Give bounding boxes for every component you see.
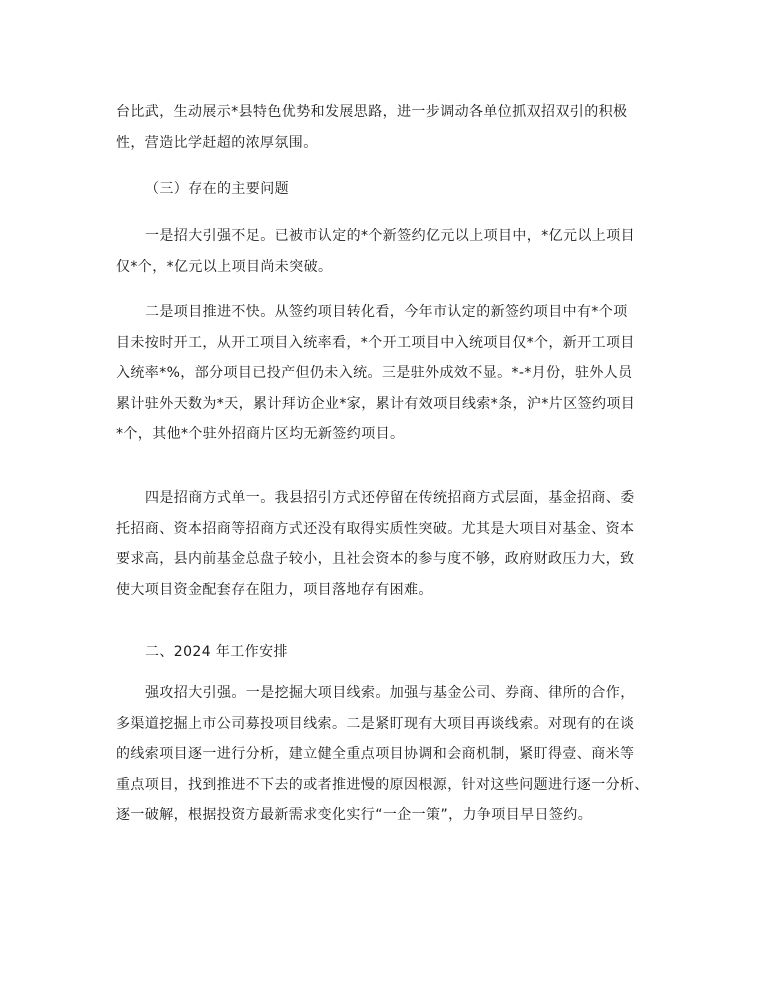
paragraph-problem-four — [116, 483, 661, 605]
text-line: 目未按时开工，从开工项目入统率看，*个开工项目中入统项目仅*个，新开工项目 — [116, 334, 635, 351]
text-line: 二是项目推进不快。从签约项目转化看，今年市认定的新签约项目中有*个项 — [145, 304, 628, 320]
text-line: *个，其他*个驻外招商片区均无新签约项目。 — [116, 426, 405, 442]
text-line: 重点项目，找到推进不下去的或者推进慢的原因根源，针对这些问题进行逐一分析、 — [116, 776, 649, 793]
text-line: 四是招商方式单一。我县招引方式还停留在传统招商方式层面，基金招商、委 — [145, 490, 635, 506]
text-line: 多渠道挖掘上市公司募投项目线索。二是紧盯现有大项目再谈线索。对现有的在谈 — [116, 715, 635, 732]
paragraph-intro-continuation — [116, 97, 661, 158]
paragraph-plan-one — [116, 678, 661, 831]
paragraph-problem-one — [116, 221, 661, 282]
paragraph-problem-two — [116, 297, 661, 450]
text-line: 台比武，生动展示*县特色优势和发展思路，进一步调动各单位抓双招双引的积极 — [116, 104, 628, 120]
section-heading-problems: （三）存在的主要问题 — [145, 181, 289, 197]
text-line: 强攻招大引强。一是挖掘大项目线索。加强与基金公司、券商、律所的合作， — [145, 685, 635, 701]
text-line: 使大项目资金配套存在阻力，项目落地存有困难。 — [116, 581, 433, 598]
text-line: 的线索项目逐一进行分析，建立健全重点项目协调和会商机制，紧盯得壹、商米等 — [116, 746, 635, 762]
text-line: 入统率*%，部分项目已投产但仍未入统。三是驻外成效不显。*-*月份，驻外人员 — [116, 365, 633, 381]
text-line: 仅*个，*亿元以上项目尚未突破。 — [116, 258, 333, 275]
text-line: 要求高，县内前基金总盘子较小，且社会资本的参与度不够，政府财政压力大，致 — [116, 551, 635, 567]
text-line: 性，营造比学赶超的浓厚氛围。 — [116, 134, 318, 151]
text-line: 逐一破解，根据投资方最新需求变化实行“一企一策”，力争项目早日签约。 — [116, 807, 593, 823]
text-line: 一是招大引强不足。已被市认定的*个新签约亿元以上项目中，*亿元以上项目 — [145, 228, 635, 244]
text-line: 托招商、资本招商等招商方式还没有取得实质性突破。尤其是大项目对基金、资本 — [116, 520, 635, 537]
text-line: 累计驻外天数为*天，累计拜访企业*家，累计有效项目线索*条，沪*片区签约项目 — [116, 395, 636, 412]
section-heading-2024-plan: 二、2024 年工作安排 — [145, 644, 288, 660]
